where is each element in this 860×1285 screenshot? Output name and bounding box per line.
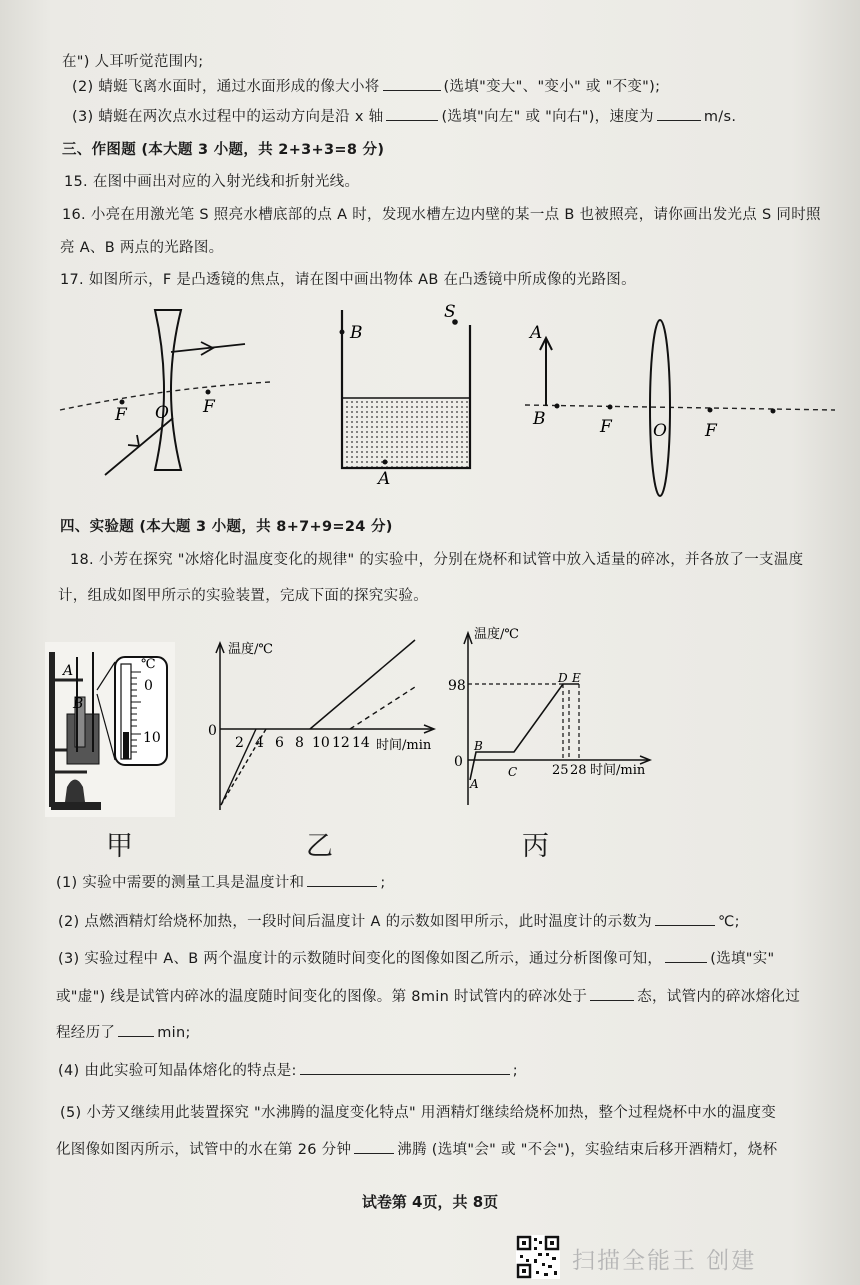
label-origin: 0	[208, 723, 217, 739]
label-A: A	[378, 469, 391, 489]
figure-yi-graph	[200, 635, 445, 815]
label-origin: 0	[454, 754, 463, 770]
figure-label-jia: 甲	[106, 831, 133, 862]
subq-1: (1) 实验中需要的测量工具是温度计和 ;	[56, 872, 386, 893]
label-B: B	[533, 409, 546, 429]
label-ylabel: 温度/℃	[474, 627, 519, 642]
figure-17-convex-lens	[520, 300, 840, 500]
axis-ticks	[235, 735, 370, 751]
label-F1: F	[600, 417, 612, 437]
label-F-left: F	[115, 405, 127, 425]
label-point-C: C	[508, 765, 518, 779]
label-ylabel: 温度/℃	[228, 642, 273, 657]
svg-text:4: 4	[255, 735, 264, 751]
label-tick-0: 0	[144, 678, 153, 694]
label-A: A	[530, 323, 543, 343]
label-xlabel: 时间/min	[376, 738, 432, 753]
label-x28: 28	[570, 763, 587, 778]
label-B: B	[350, 323, 363, 343]
subq-3-line2: 或"虚") 线是试管内碎冰的温度随时间变化的图像。第 8min 时试管内的碎冰处于 态，试管内的碎冰熔化过	[56, 986, 800, 1007]
label-O: O	[155, 403, 169, 423]
figure-15-concave-lens	[55, 300, 295, 490]
page-footer: 试卷第 4页，共 8页	[361, 1193, 499, 1211]
scanner-watermark: 扫描全能王 创建	[572, 1248, 757, 1274]
label-point-D: D	[558, 671, 568, 685]
figure-jia-apparatus	[45, 642, 175, 817]
label-x25: 25	[552, 763, 569, 778]
line-q14-3: (3) 蜻蜓在两次点水过程中的运动方向是沿 x 轴 (选填"向左" 或 "向右")，速度为 m/s.	[72, 106, 736, 127]
label-tick-10: 10	[143, 730, 161, 746]
question-17: 17. 如图所示，F 是凸透镜的焦点，请在图中画出物体 AB 在凸透镜中所成像的光路图。	[60, 272, 636, 288]
question-16-line1: 16. 小亮在用激光笔 S 照亮水槽底部的点 A 时，发现水槽左边内壁的某一点 B 也被照亮，请你画出发光点 S 同时照	[62, 207, 821, 223]
label-F2: F	[705, 421, 717, 441]
svg-text:8: 8	[295, 735, 304, 751]
svg-text:10: 10	[312, 735, 330, 751]
label-unit: ℃	[141, 657, 156, 672]
label-xlabel: 时间/min	[590, 763, 646, 778]
subq-5-line2: 化图像如图丙所示，试管中的水在第 26 分钟 沸腾 (选填"会" 或 "不会")，实验结束后移开酒精灯，烧杯	[56, 1139, 777, 1160]
figure-bing-graph	[448, 620, 663, 810]
label-F-right: F	[203, 397, 215, 417]
label-B: B	[73, 696, 84, 712]
question-18-line1: 18. 小芳在探究 "冰熔化时温度变化的规律" 的实验中，分别在烧杯和试管中放入适量的碎冰，并各放了一支温度	[70, 552, 804, 568]
label-A: A	[63, 663, 74, 679]
subq-4: (4) 由此实验可知晶体熔化的特点是: ;	[58, 1060, 518, 1081]
figure-label-yi: 乙	[306, 831, 333, 862]
line-q14-2: (2) 蜻蜓飞离水面时，通过水面形成的像大小将 (选填"变大"、"变小" 或 "不变");	[72, 76, 660, 97]
section-4-title: 四、实验题 (本大题 3 小题，共 8+7+9=24 分)	[60, 519, 393, 535]
subq-2: (2) 点燃酒精灯给烧杯加热，一段时间后温度计 A 的示数如图甲所示，此时温度计的示数为 ℃;	[58, 911, 740, 932]
qr-code-icon	[516, 1235, 560, 1279]
figure-label-bing: 丙	[522, 831, 549, 862]
svg-text:6: 6	[275, 735, 284, 751]
subq-3-line3: 程经历了 min;	[56, 1022, 191, 1043]
line-q14-1: 在") 人耳听觉范围内;	[62, 54, 204, 70]
question-15: 15. 在图中画出对应的入射光线和折射光线。	[64, 174, 360, 190]
label-point-E: E	[572, 671, 581, 685]
subq-3-line1: (3) 实验过程中 A、B 两个温度计的示数随时间变化的图像如图乙所示，通过分析图像可知， (选填"实"	[58, 948, 775, 969]
svg-text:2: 2	[235, 735, 244, 751]
label-point-A: A	[470, 777, 479, 791]
label-98: 98	[448, 678, 466, 694]
subq-5-line1: (5) 小芳又继续用此装置探究 "水沸腾的温度变化特点" 用酒精灯继续给烧杯加热，整个过程烧杯中水的温度变	[60, 1105, 777, 1121]
label-S: S	[444, 302, 456, 322]
label-O: O	[653, 421, 667, 441]
question-18-line2: 计，组成如图甲所示的实验装置，完成下面的探究实验。	[58, 588, 428, 604]
question-16-line2: 亮 A、B 两点的光路图。	[60, 240, 224, 256]
svg-text:14: 14	[352, 735, 370, 751]
section-3-title: 三、作图题 (本大题 3 小题，共 2+3+3=8 分)	[62, 142, 385, 158]
label-point-B: B	[474, 739, 483, 753]
svg-text:12: 12	[332, 735, 350, 751]
figure-16-water-tank	[330, 300, 490, 490]
